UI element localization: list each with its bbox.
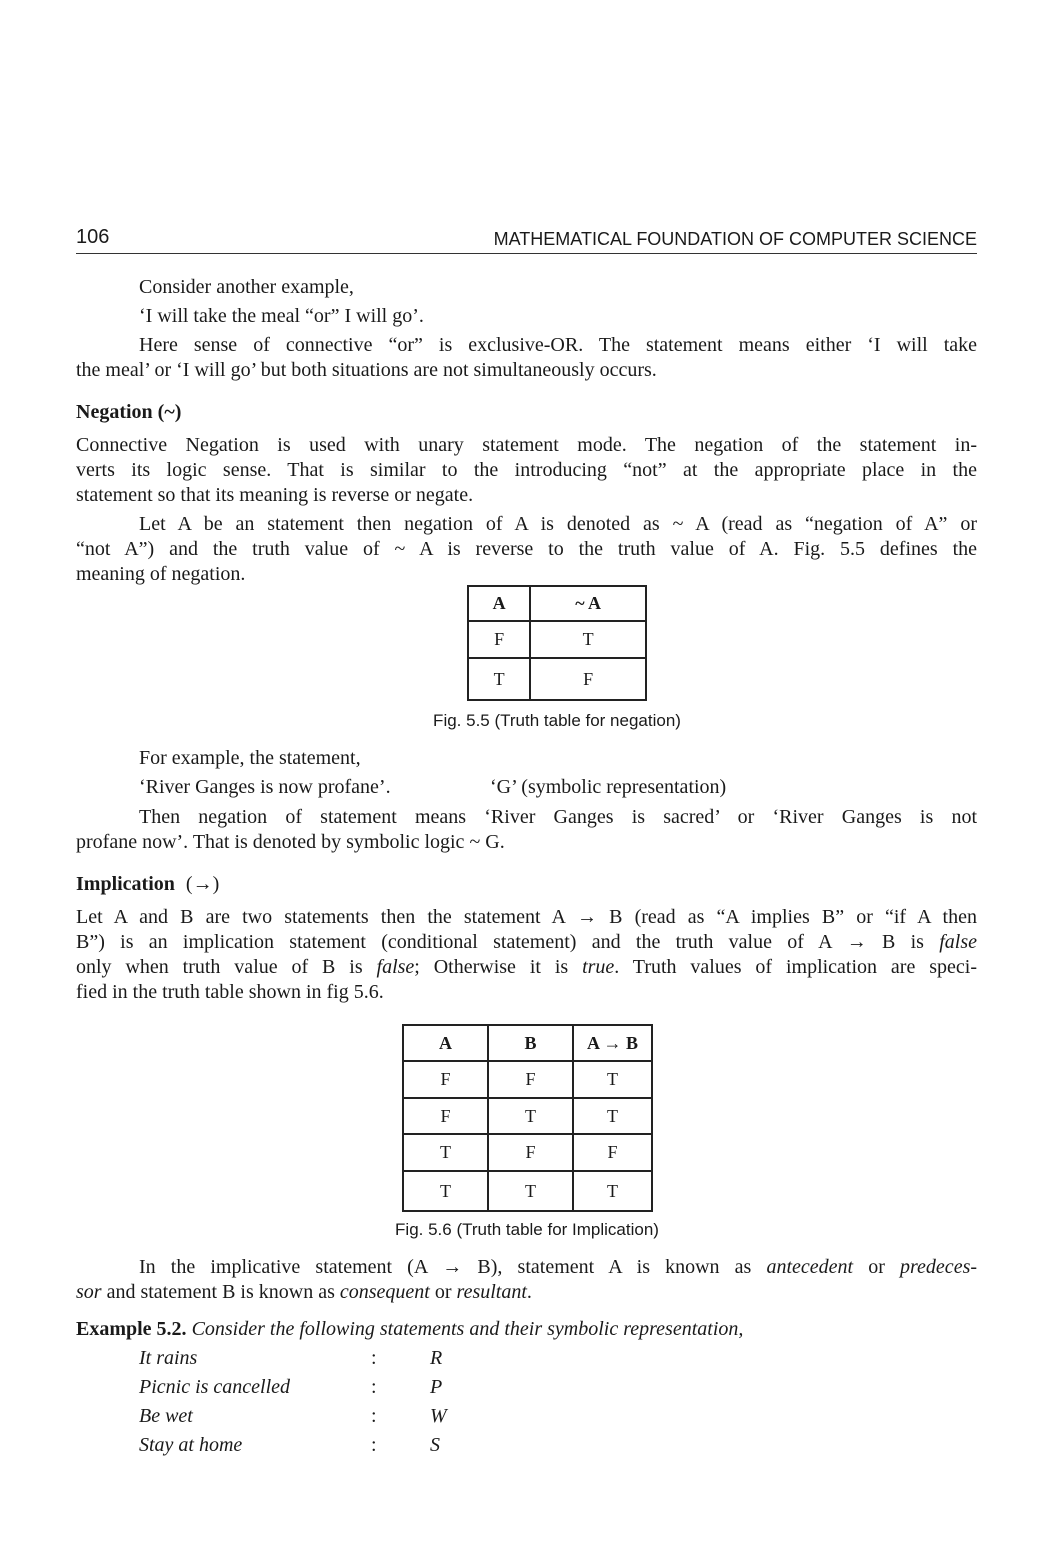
paragraph-line [76,955,977,979]
table-row [403,1061,652,1098]
paragraph-line: profane now’. That is denoted by symbolic logic ~ G. [76,831,505,853]
text: : [371,1405,377,1427]
paragraph-line [76,930,977,954]
text [403,1025,652,1211]
italic-text: false [939,931,977,953]
text: only when truth value of B is [76,956,363,978]
paragraph-line: For example, the statement, [139,747,361,769]
example-heading [76,1317,743,1341]
section-heading-negation: Negation (~) [76,401,182,423]
paragraph-line: statement so that its meaning is reverse or negate. [76,484,474,506]
figure-caption: Fig. 5.6 (Truth table for Implication) [395,1220,659,1239]
text [430,1404,447,1428]
table-row [403,1134,652,1171]
statement: Be wet [139,1405,193,1427]
text: ; Otherwise it is [414,956,569,978]
paragraph-line: Let A be an statement then negation of A is denoted as ~ A (read as “negation of A” or [139,513,977,535]
text: : [371,1376,377,1398]
paragraph-line: verts its logic sense. That is similar to the introducing “not” at the appropriate place in the [76,459,977,481]
paragraph-line [76,1280,532,1304]
paragraph-line: ‘I will take the meal “or” I will go’. [139,305,424,327]
negation-truth-table [467,585,647,701]
text: and statement B is known as [106,1281,335,1303]
section-heading-implication: Implication [76,873,175,895]
text [430,1433,440,1457]
paragraph-line: Here sense of connective “or” is exclusive-OR. The statement means either ‘I will take [139,334,977,356]
text: F [488,1134,573,1171]
text: F [573,1134,652,1171]
implication-truth-table [402,1024,653,1212]
statement: Stay at home [139,1434,243,1456]
italic-text: true [582,956,615,978]
column-header: B [488,1025,573,1061]
table-row [468,658,646,700]
text: or [434,1281,452,1303]
symbolic-note: ‘G’ (symbolic representation) [490,776,727,798]
paragraph-line: Consider another example, [139,276,354,298]
paragraph-line: Then negation of statement means ‘River Ganges is sacred’ or ‘River Ganges is not [139,806,977,828]
text [430,1375,442,1399]
paragraph-line: meaning of negation. [76,563,246,585]
text [468,586,646,621]
paragraph-line: the meal’ or ‘I will go’ but both situations are not simultaneously occurs. [76,359,657,381]
table-row [468,621,646,658]
text: T [403,1134,488,1171]
text: T [488,1171,573,1211]
text: B”) is an implication statement (conditional statement) and the truth value of A → B is [76,931,924,953]
italic-text: resultant [456,1281,527,1303]
paragraph-line [139,1255,977,1279]
text: T [488,1098,573,1134]
paragraph-line: Connective Negation is used with unary statement mode. The negation of the statement in- [76,434,977,456]
italic-text: Consider the following statements and their symbolic representation, [191,1318,744,1340]
column-header: A [468,586,530,621]
text: . [526,1281,532,1303]
italic-text: false [376,956,415,978]
table-row [403,1098,652,1134]
symbol: S [430,1434,440,1456]
column-header: ~ A [530,586,646,621]
text: : [371,1347,377,1369]
paragraph-line: Let A and B are two statements then the statement A → B (read as “A implies B” or “if A then [76,906,977,928]
text [139,1346,197,1370]
text [139,1375,290,1399]
statement: Picnic is cancelled [139,1376,291,1398]
text: Example 5.2. [76,1318,187,1340]
text: or [868,1256,885,1278]
italic-text: predeces- [900,1256,978,1278]
text: In the implicative statement (A → B), statement A is known as [139,1256,752,1278]
text: F [488,1061,573,1098]
text [468,586,646,700]
table-cell: F [468,621,530,658]
paragraph-line: “not A”) and the truth value of ~ A is reverse to the truth value of A. Fig. 5.5 defines the [76,538,977,560]
text: F [403,1098,488,1134]
text [403,1025,652,1061]
table-cell: F [530,658,646,700]
text: : [371,1434,377,1456]
text: F [403,1061,488,1098]
text: T [573,1171,652,1211]
table-cell: T [468,658,530,700]
paragraph-line: ‘River Ganges is now profane’. [139,776,391,798]
implication-symbol: (→) [185,873,220,895]
text [76,872,219,896]
page-number: 106 [76,226,110,248]
text: T [403,1171,488,1211]
statement: It rains [139,1347,198,1369]
text: T [573,1098,652,1134]
text [430,1346,442,1370]
running-title: MATHEMATICAL FOUNDATION OF COMPUTER SCIENCE [493,229,977,249]
italic-text: consequent [339,1281,430,1303]
text [76,400,181,424]
italic-text: antecedent [766,1256,854,1278]
figure-caption: Fig. 5.5 (Truth table for negation) [433,711,681,730]
symbol: P [430,1376,443,1398]
header-rule [76,253,977,254]
text [139,1433,242,1457]
paragraph-line: fied in the truth table shown in fig 5.6. [76,981,384,1003]
text: T [573,1061,652,1098]
table-row [403,1171,652,1211]
column-header: A [403,1025,488,1061]
column-header: A → B [573,1025,652,1061]
text [139,1404,193,1428]
text: . Truth values of implication are speci- [614,956,977,978]
italic-text: sor [76,1281,102,1303]
table-cell: T [530,621,646,658]
symbol: R [430,1347,443,1369]
symbol: W [430,1405,447,1427]
